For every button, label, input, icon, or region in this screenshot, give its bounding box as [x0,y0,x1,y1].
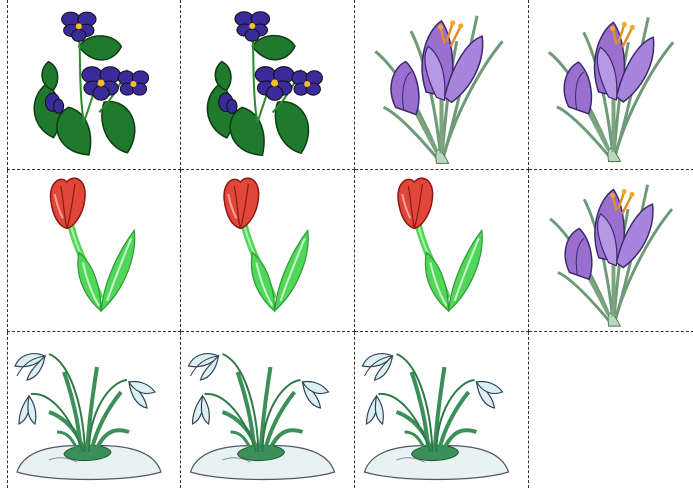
tulip-picture [181,170,354,331]
crocus-card [529,170,693,332]
violet-card [181,0,355,170]
tulip-card [181,170,355,332]
crocus-picture [529,170,693,331]
tulip-card [7,170,181,332]
tulip-picture [8,170,180,331]
crocus-picture [529,0,693,169]
crocus-card [355,0,529,170]
tulip-card [355,170,529,332]
empty-card [529,332,693,488]
snowdrop-picture [181,332,354,488]
snowdrop-picture [355,332,528,488]
snowdrop-card [355,332,529,488]
violet-card [7,0,181,170]
crocus-picture [355,0,528,169]
snowdrop-card [7,332,181,488]
violet-picture [181,0,354,169]
snowdrop-card [181,332,355,488]
tulip-picture [355,170,528,331]
violet-picture [8,0,180,169]
snowdrop-picture [8,332,180,488]
flower-card-grid [7,0,693,488]
crocus-card [529,0,693,170]
